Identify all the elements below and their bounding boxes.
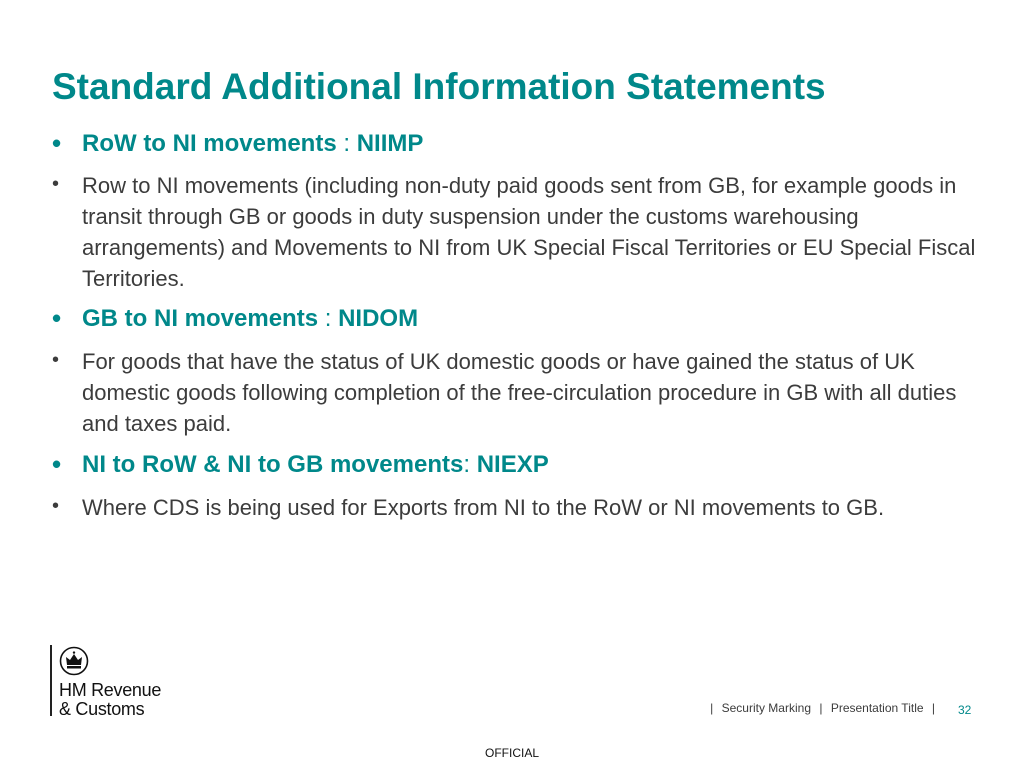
bullet-body-nidom: [52, 346, 982, 439]
bullet-heading-niexp: [52, 449, 982, 480]
bullet-marker: •: [52, 173, 60, 195]
bullet-marker: •: [52, 128, 62, 158]
bullet-heading-label: RoW to NI movements: [82, 130, 337, 157]
bullet-body-niexp: [52, 492, 982, 523]
bullet-body-text: Where CDS is being used for Exports from NI to the RoW or NI movements to GB.: [82, 495, 885, 520]
bullet-marker: •: [52, 449, 62, 479]
slide-title: Standard Additional Information Statements: [52, 66, 826, 107]
footer-security-marking: Security Marking: [721, 701, 811, 715]
footer-separator: |: [819, 701, 823, 715]
bullet-body-text: For goods that have the status of UK domestic goods or have gained the status of UK domestic goods following completion of the free-circulation procedure in GB with all duties and taxes paid.: [82, 349, 957, 436]
bullet-marker: •: [52, 303, 62, 333]
bullet-heading-code: NIDOM: [338, 305, 419, 332]
bullet-heading-separator: :: [463, 451, 477, 478]
crown-crest-icon: [59, 646, 89, 676]
slide-footer: [705, 701, 940, 715]
bullet-heading-nidom: [52, 303, 982, 334]
bullet-body-niimp: [52, 170, 982, 294]
bullet-heading-code: NIEXP: [476, 451, 549, 478]
bullet-list: [52, 128, 982, 523]
bullet-heading-code: NIIMP: [356, 130, 424, 157]
bullet-heading-niimp: [52, 128, 982, 159]
bullet-body-text: Row to NI movements (including non-duty paid goods sent from GB, for example goods in transit through GB or goods in duty suspension under the customs warehousing arrangements) and Movements to NI from UK Special Fiscal Territories or EU Special Fiscal Territories.: [82, 173, 976, 291]
bullet-heading-separator: :: [318, 305, 339, 332]
footer-separator: |: [710, 701, 714, 715]
page-number: 32: [958, 703, 972, 717]
bullet-heading-label: GB to NI movements: [82, 305, 319, 332]
bullet-heading-label: NI to RoW & NI to GB movements: [82, 451, 464, 478]
bullet-marker: •: [52, 349, 60, 371]
logo-text-line1: HM Revenue: [59, 680, 162, 700]
bullet-heading-separator: :: [336, 130, 357, 157]
logo-divider: [50, 645, 52, 716]
footer-presentation-title: Presentation Title: [830, 701, 924, 715]
classification-label: OFFICIAL: [484, 746, 539, 760]
logo-text-line2: & Customs: [59, 699, 145, 719]
hmrc-logo: [50, 645, 210, 720]
footer-separator: |: [931, 701, 935, 715]
bullet-marker: •: [52, 495, 60, 517]
